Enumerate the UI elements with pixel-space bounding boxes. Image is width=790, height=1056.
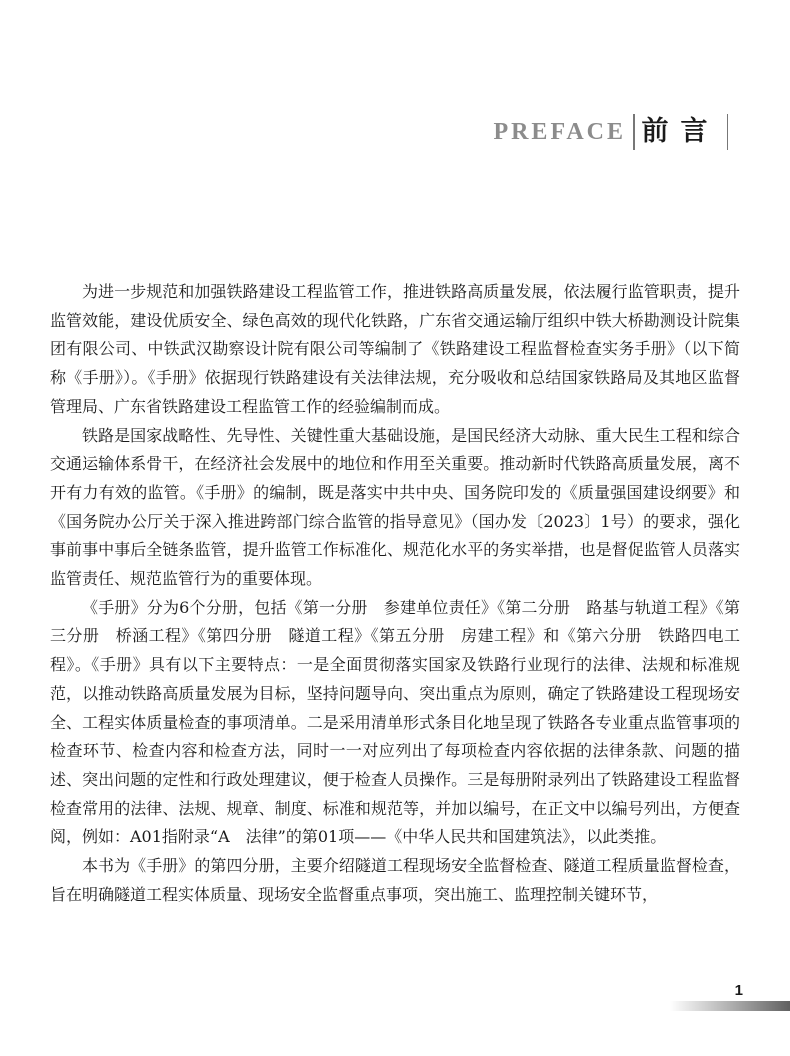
header-divider-right xyxy=(727,114,729,150)
page-number-bar xyxy=(670,1001,790,1011)
preface-heading-cn: 前言 xyxy=(641,116,720,147)
header-divider-left xyxy=(633,114,635,150)
body-text xyxy=(50,278,740,909)
paragraph-4: 本书为《手册》的第四分册，主要介绍隧道工程现场安全监督检查、隧道工程质量监督检查，旨在明确隧道工程实体质量、现场安全监督重点事项，突出施工、监理控制关键环节， xyxy=(50,856,740,904)
page-header xyxy=(493,112,735,152)
paragraph-2: 铁路是国家战略性、先导性、关键性重大基础设施，是国民经济大动脉、重大民生工程和综合交通运输体系骨干，在经济社会发展中的地位和作用至关重要。推动新时代铁路高质量发展，离不开有力有效的监管。《手册》的编制，既是落实中共中央、国务院印发的《质量强国建设纲要》和《国务院办公厅关于深入推进跨部门综合监管的指导意见》（国办发〔2023〕1号）的要求，强化事前事中事后全链条监管，提升监管工作标准化、规范化水平的务实举措，也是督促监管人员落实监管责任、规范监管行为的重要体现。 xyxy=(50,425,740,589)
paragraph-3: 《手册》分为6个分册，包括《第一分册 参建单位责任》《第二分册 路基与轨道工程》《第三分册 桥涵工程》《第四分册 隧道工程》《第五分册 房建工程》和《第六分册 铁路四电工程》。《手册》具有以下主要特点：一是全面贯彻落实国家及铁路行业现行的法律、法规和标准规范，以推动铁路高质量发展为目标，坚持问题导向、突出重点为原则，确定了铁路建设工程现场安全、工程实体质量检查的事项清单。二是采用清单形式条目化地呈现了铁路各专业重点监管事项的检查环节、检查内容和检查方法，同时一一对应列出了每项检查内容依据的法律条款、问题的描述、突出问题的定性和行政处理建议，便于检查人员操作。三是每册附录列出了铁路建设工程监督检查常用的法律、法规、规章、制度、标准和规范等，并加以编号，在正文中以编号列出，方便查阅，例如：A01指附录“A 法律”的第01项——《中华人民共和国建筑法》，以此类推。 xyxy=(50,597,740,847)
page-number: 1 xyxy=(734,982,743,999)
paragraph-1: 为进一步规范和加强铁路建设工程监管工作，推进铁路高质量发展，依法履行监管职责，提升监管效能，建设优质安全、绿色高效的现代化铁路，广东省交通运输厅组织中铁大桥勘测设计院集团有限公司、中铁武汉勘察设计院有限公司等编制了《铁路建设工程监督检查实务手册》（以下简称《手册》）。《手册》依据现行铁路建设有关法律法规，充分吸收和总结国家铁路局及其地区监督管理局、广东省铁路建设工程监管工作的经验编制而成。 xyxy=(50,282,740,416)
preface-heading-en: PREFACE xyxy=(493,119,626,145)
